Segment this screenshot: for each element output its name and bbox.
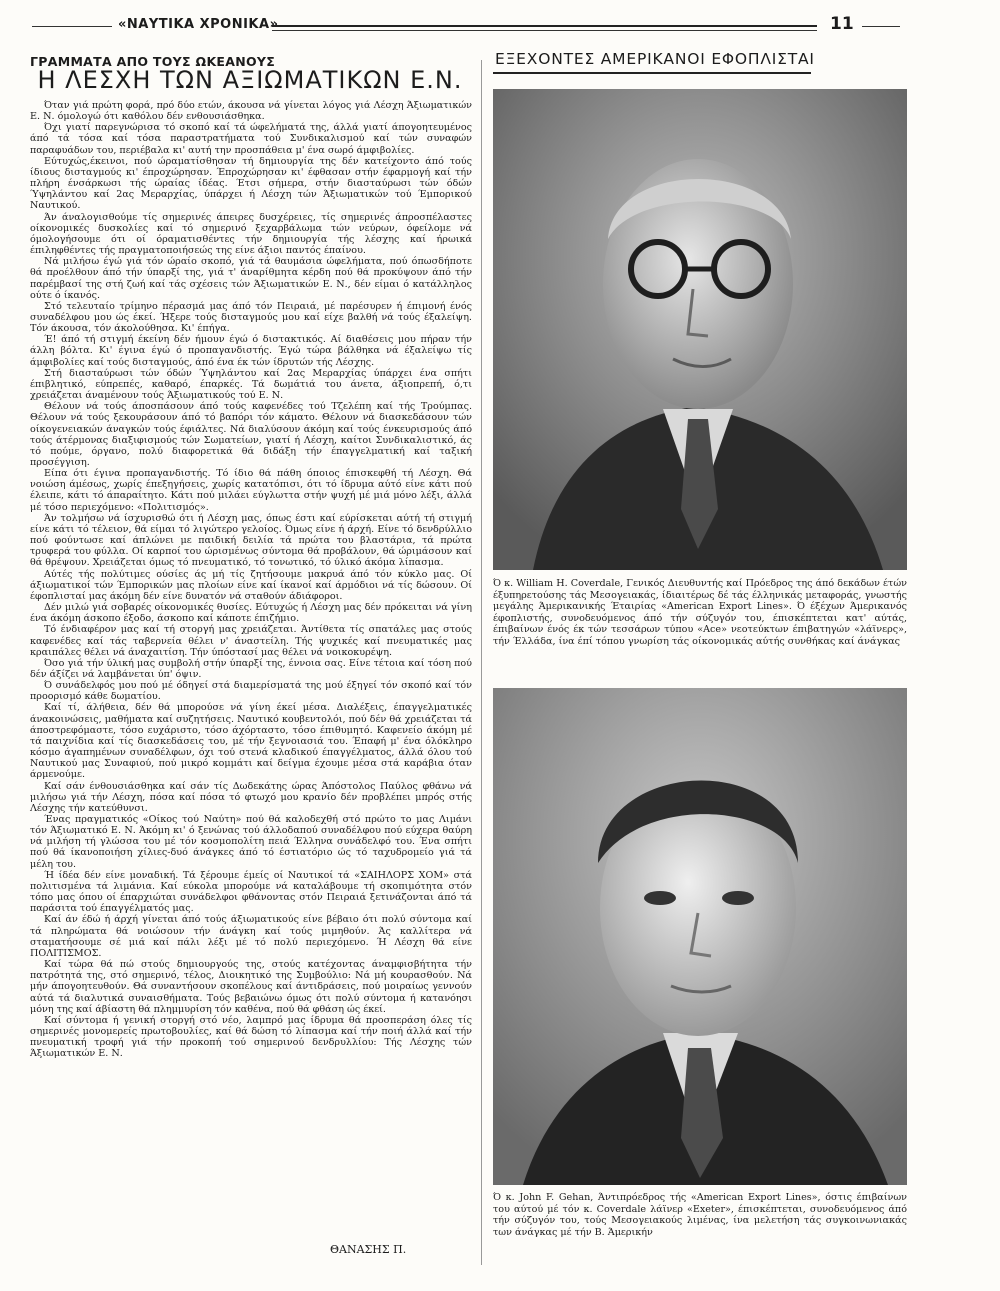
header-rule-main [272,25,817,27]
article-paragraph: Στό τελευταίο τρίμηνο πέρασμά μας άπό τόν Πειραιά, μέ παρέσυρεν ή έπιμονή ένός συναδέλφου μου ώς έκεί. Ήξερε τούς δισταγμούς μου καί είχε βαλθή νά τούς έξαλείψη. Τόν άκουσα, τόν άκολούθησα. Κι' έπήγα. [30,300,472,335]
photo-caption-coverdale: Ό κ. William H. Coverdale, Γενικός Διευθυντής καί Πρόεδρος της άπό δεκάδων έτών έξυπηρετούσης τάς Μεσογειακάς, ίδιαιτέρως δέ τάς έλληνικάς μεταφοράς, γνωστής μεγάλης Άμερικανικής Έταιρίας «American Export Lines». Ό έξέχων Άμερικανός έφοπλιστής, συνοδευόμενος άπό τήν σύζυγόν του, έπισκέπτεται κατ' αύτάς, έπιβαίνων ένός έκ τών τεσσάρων τύπου «Ace» νεοτεύκτων έπιβατηγών «λάϊνερς», τήν Έλλάδα, ίνα έπί τόπου γνωρίση τάς οίκονομικάς αύτής συνθήκας καί άνάγκας [493,578,907,647]
header-rule-left [32,26,112,27]
article-paragraph: Καί τώρα θά πώ στούς δημιουργούς της, στούς κατέχοντας άναμφισβήτητα τήν πατρότητά της, στό σημερινό, τέλος, Διοικητικό της Συμβούλιο: Νά μή κουρασθούν. Νά μήν άπογοητευθούν. Θά συναντήσουν σκοπέλους καί άντιδράσεις, πού μοιραίως γεννούν αύτά τά διαλυτικά συναισθήματα. Τούς βεβαιώνω όμως ότι πολύ σύντομα ή κατανόησι μόνη της καί άβίαστη θά πλημμυρίση τόν καθένα, πού θά φθάση ώς έκεί. [30,959,472,1015]
article-paragraph: Νά μιλήσω έγώ γιά τόν ώραίο σκοπό, γιά τά θαυμάσια ώφελήματα, πού όπωσδήποτε θά προέλθουν άπό τήν ύπαρξί της, γιά τ' άναρίθμητα κέρδη πού θά προκύψουν άπό τήν παρέμβασί της στή ζωή καί τάς σχέσεις τών Άξιωματικών Ε. Ν., δέν είμαι ό κατάλληλος ούτε ό ίκανός. [30,256,472,301]
article-title: Η ΛΕΣΧΗ ΤΩΝ ΑΞΙΩΜΑΤΙΚΩΝ Ε.Ν. [37,66,463,94]
article-paragraph: Άν τολμήσω νά ίσχυρισθώ ότι ή Λέσχη μας, όπως έστι καί εύρίσκεται αύτή τή στιγμή είνε κάτι τό τέλειον, θά είμαι τό λιγώτερο γελοίος. Όμως είνε ή άρχή. Είνε τό δενδρύλλιο πού φούντωσε καί άπλώνει με παιδική δειλία τά πρώτα του βλαστάρια, τά πρώτα τρυφερά του φύλλα. Οί καρποί του ώρισμένως σύντομα θά προβάλουν, θά ώριμάσουν καί θά θρέψουν. Χρειάζεται όμως τό πνευματικό, τό τονωτικό, τό ύλικό άκόμα λίπασμα. [30,512,472,569]
article-body [30,100,472,1059]
article-paragraph: Καί σύντομα ή γενική στοργή στό νέο, λαμπρό μας ίδρυμα θά προσπεράση όλες τίς σημερινές μονομερείς πρωτοβουλίες, καί θά δώση τό λίπασμα καί τήν ποιή άλλά καί τήν πνευματική τροφή γιά τήν προκοπή τού σημερινού δενδρυλλίου: Τής Λέσχης τών Άξιωματικών Ε. Ν. [30,1014,472,1060]
article-paragraph: Όχι γιατί παρεγνώρισα τό σκοπό καί τά ώφελήματά της, άλλά γιατί άπογοητευμένος άπό τά τόσα καί τόσα παραστρατήματα τού Συνδικαλισμού καί τών συναφών παραφυάδων του, περιέβαλα κι' αυτή την προσπάθεια μ' ένα σωρό άμφιβολίες. [30,122,472,156]
article-paragraph: Είπα ότι έγινα προπαγανδιστής. Τό ίδιο θά πάθη όποιος έπισκεφθή τή Λέσχη. Θά νοιώση άμέσως, χωρίς έπεξηγήσεις, χωρίς κατατόπισι, ότι τό ίδρυμα αύτό είνε κάτι πού έλειπε, κάτι τό άπαραίτητο. Κάτι πού μιλάει εύγλωττα στήν ψυχή μέ μιά μόνο λέξι, άλλά μέ τόσο περιεχόμενο: «Πολιτισμός». [30,468,472,513]
article-paragraph: Δέν μιλώ γιά σοβαρές οίκονομικές θυσίες. Εύτυχώς ή Λέσχη μας δέν πρόκειται νά γίνη ένα άκόμη άσκοπο έξοδο, άσκοπο καί κάποτε έπιζήμιο. [30,602,472,625]
article-paragraph: Έ! άπό τή στιγμή έκείνη δέν ήμουν έγώ ό διστακτικός. Αί διαθέσεις μου πήραν τήν άλλη βόλτα. Κι' έγινα έγώ ό προπαγανδιστής. Έγώ τώρα βάλθηκα νά έξαλείψω τίς άμφιβολίες καί τούς δισταγμούς, άπό ένα έκ τών ίδρυτών τής Λέσχης. [30,334,472,368]
sidebar-heading: ΕΞΕΧΟΝΤΕΣ ΑΜΕΡΙΚΑΝΟΙ ΕΦΟΠΛΙΣΤΑΙ [495,50,815,68]
header-rule-main-lower [272,30,817,31]
sidebar-heading-rule [493,72,811,74]
article-paragraph: Όταν γιά πρώτη φορά, πρό δύο ετών, άκουσα νά γίνεται λόγος γιά Λέσχη Άξιωματικών Ε. Ν. όμολογώ ότι καθόλου δέν ενθουσιάσθηκα. [30,100,472,123]
article-paragraph: Εύτυχώς,έκεινοι, πού ώραματίσθησαν τή δημιουργία της δέν κατείχοντο άπό τούς ίδιους δισταγμούς κι' έπροχώρησαν. Έπροχώρησαν κι' έφθασαν στήν έφαρμογή καί τήν πλήρη ένσάρκωσι τής ώραίας ίδέας. Έτσι σήμερα, στήν διασταύρωσι τών όδών Ύψηλάντου καί 2ας Μεραρχίας, ύπάρχει ή Λέσχη τών Άξιωματικών τού Έμπορικού Ναυτικού. [30,155,472,212]
photo-caption-gehan: Ό κ. John F. Gehan, Άντιπρόεδρος τής «American Export Lines», όστις έπιβαίνων του αύτού μέ τόν κ. Coverdale λάϊνερ «Exeter», έπισκέπτεται, συνοδευόμενος άπό τήν σύζυγόν του, τούς Μεσογειακούς λιμένας, ίνα μελετήση τάς συγκοινωνιακάς των άνάγκας μέ τήν Β. Άμερικήν [493,1192,907,1238]
article-paragraph: Ένας πραγματικός «Οίκος τού Ναύτη» πού θά καλοδεχθή στό πρώτο το μας Λιμάνι τόν Άξιωματικό Ε. Ν. Άκόμη κι' ό ξενώνας τού άλλοδαπού συναδέλφου πού εύχερα θαύρη νά μιλήση τή γλώσσα του μέ τόν κοσμοπολίτη πειά Έλληνα συνάδελφό του. Ένα σπήτι πού θά ίκανοποιήση χίλιες-δυό άνάγκες άπό τό έστιατόριο ώς τό ταχυδρομείο γιά τά μέλη του. [30,814,472,870]
page-number: 11 [830,14,854,34]
article-kicker: ΓΡΑΜΜΑΤΑ ΑΠΟ ΤΟΥΣ ΩΚΕΑΝΟΥΣ [30,54,276,69]
article-paragraph: Τό ένδιαφέρον μας καί τή στοργή μας χρειάζεται. Άντίθετα τίς σπατάλες μας στούς καφενέδες καί τάς ταβερνεία θέλει ν' άναστείλη. Τής ψυχικές καί πνευματικές μας κραιπάλες θέλει νά άναχαιτίση. Τήν ύπόστασί μας θέλει νά νοικοκυρέψη. [30,624,472,658]
article-paragraph: Καί τί, άλήθεια, δέν θά μπορούσε νά γίνη έκεί μέσα. Διαλέξεις, έπαγγελματικές άνακοινώσεις, μαθήματα καί συζητήσεις. Ναυτικό κουβεντολόι, πού δέν θά χρειάζεται τά άποστρεφόμαστε, τόσο ευχάριστο, τόσο άχόρταστο, τόσο έπιθυμητό. Καφενείο άκόμη μέ τά παιχνίδια καί τίς διασκεδάσεις του, μέ τήν ξεγνοιασιά του. Έπαφή μ' ένα όλόκληρο κόσμο άγαπημένων συναδέλφων, όχι τού στενά κλαδικού έπαγγέλματος, άλλά όλου τού Ναυτικού μας Συναφιού, πού μικρό κομμάτι καί δείγμα έχουμε μέσα στά καράβια όταν άρμενούμε. [30,702,472,781]
article-paragraph: Όσο γιά τήν ύλική μας συμβολή στήν ύπαρξί της, έννοια σας. Είνε τέτοια καί τόση πού δέν άξίζει νά λαμβάνεται ύπ' όψιν. [30,657,472,680]
column-divider [481,60,482,1265]
article-paragraph: Καί σάν ένθουσιάσθηκα καί σάν τίς Δωδεκάτης ώρας Άπόστολος Παύλος φθάνω νά μιλήσω γιά τήν Λέσχη, πόσα καί πόσα τό φτωχό μου κρανίο δέν προβλέπει μπρός στής Λέσχης τήν κατεύθυνσι. [30,780,472,814]
article-paragraph: Ή ίδέα δέν είνε μοναδική. Τά ξέρουμε έμείς οί Ναυτικοί τά «ΣΑΙΗΛΟΡΣ ΧΟΜ» στά πολιτισμένα τά λιμάνια. Καί εύκολα μπορούμε νά καταλάβουμε τή σκοπιμότητα στόν τόπο μας όπου οί έπαρχιώται συνάδελφοι φθάνοντας στόν Πειραιά ξετινάζονται άπό τά παράσιτα τού έπαγγέλματός μας. [30,869,472,915]
article-paragraph: Άν άναλογισθούμε τίς σημερινές άπειρες δυσχέρειες, τίς σημερινές άπροσπέλαστες οίκονομικές δυσκολίες καί τό σημερινό ξεχαρβάλωμα τών νεύρων, όφείλομε νά όμολογήσουμε ότι οί όραματισθέντες τήν δημιουργία τής λέσχης καί ήρωικά έπιληφθέντες τής πραγματοποιήσεώς της είνε άξιοι παντός έπαίνου. [30,211,472,257]
header-rule-right [862,26,900,27]
article-signature: ΘΑΝΑΣΗΣ Π. [330,1243,407,1256]
article-paragraph: Θέλουν νά τούς άποσπάσουν άπό τούς καφενέδες τού Τζελέπη καί τής Τρούμπας. Θέλουν νά τούς ξεκουράσουν άπό τό βαπόρι τόν κάματο. Θέλουν νά διασκεδάσουν τών οίκογενειακών άναγκών τούς έφιάλτες. Νά διαλύσουν άκόμη καί τούς ένκευρισμούς άπό τούς άτέρμονας διαξιφισμούς τών Σωματείων, γιατί ή Λέσχη, καίτοι Συνδικαλιστικό, άς τό πούμε, όργανο, πολύ διαφορετικά θά διδάξη τήν έπαγγελματική καί ταξική προσέγγιση. [30,401,472,468]
article-paragraph: Στή διασταύρωσι τών όδών Ύψηλάντου καί 2ας Μεραρχίας ύπάρχει ένα σπήτι έπιβλητικό, εύπρεπές, καθαρό, έπαρκές. Τά δωμάτιά του άνετα, άξιοπρεπή, ό,τι χρειάζεται άναμένουν τούς Άξιωματικούς τού Ε. Ν. [30,367,472,402]
portrait-photo-gehan [493,688,907,1185]
article-paragraph: Ό συνάδελφός μου πού μέ όδηγεί στά διαμερίσματά της μού έξηγεί τόν σκοπό καί τόν προορισμό κάθε δωματίου. [30,680,472,703]
article-paragraph: Καί άν έδώ ή άρχή γίνεται άπό τούς άξιωματικούς είνε βέβαιο ότι πολύ σύντομα καί τά πληρώματα θά νοιώσουν τήν άνάγκη καί τούς μιμηθούν. Άς καλλίτερα νά σταματήσουμε σέ μιά καί πάλι λέξι μέ τό πολύ περιεχόμενο. Ή Λέσχη θά είνε ΠΟΛΙΤΙΣΜΟΣ. [30,914,472,959]
running-title: «ΝΑΥΤΙΚΑ ΧΡΟΝΙΚΑ» [118,17,279,32]
portrait-photo-coverdale [493,89,907,570]
article-paragraph: Αύτές τής πολύτιμες ούσίες άς μή τίς ζητήσουμε μακρυά άπό τόν κύκλο μας. Οί άξιωματικοί τών Έμπορικών μας πλοίων είνε καί ίκανοί καί άρμόδιοι νά τίς δώσουν. Οί έφοπλισταί μας άκόμη δέν είνε δυνατόν νά σταθούν άδιάφοροι. [30,568,472,602]
